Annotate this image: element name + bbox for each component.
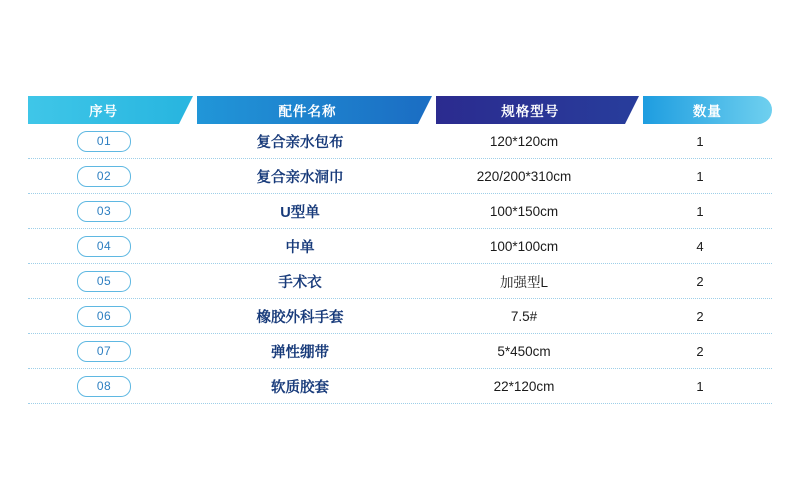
- cell-spec: 100*100cm: [489, 238, 559, 254]
- row-number-badge: 05: [77, 271, 131, 292]
- cell-name: 手术衣: [278, 274, 322, 291]
- cell-qty: 1: [696, 168, 704, 184]
- table-row: [28, 194, 772, 229]
- cell-qty: 2: [696, 273, 704, 289]
- cell-qty: 1: [696, 133, 704, 149]
- row-number-badge: 04: [77, 236, 131, 257]
- cell-no: [28, 376, 180, 397]
- table-row: [28, 229, 772, 264]
- cell-spec: 120*120cm: [489, 133, 559, 149]
- cell-spec: 220/200*310cm: [476, 168, 572, 184]
- cell-spec: 7.5#: [510, 308, 538, 324]
- cell-name: 复合亲水洞巾: [256, 169, 344, 186]
- cell-name: 中单: [285, 239, 315, 256]
- row-number-badge: 03: [77, 201, 131, 222]
- row-number-badge: 02: [77, 166, 131, 187]
- cell-spec: 100*150cm: [489, 203, 559, 219]
- cell-qty: 1: [696, 203, 704, 219]
- row-number-badge: 08: [77, 376, 131, 397]
- cell-name: U型单: [280, 204, 320, 221]
- cell-no: [28, 236, 180, 257]
- header-label-no: 序号: [89, 104, 119, 119]
- table-row: [28, 369, 772, 404]
- cell-spec: 加强型L: [499, 275, 548, 290]
- cell-qty: 1: [696, 378, 704, 394]
- cell-no: [28, 131, 180, 152]
- cell-qty: 2: [696, 308, 704, 324]
- table-header-row: [28, 96, 772, 124]
- cell-name: 软质胶套: [271, 379, 329, 396]
- cell-no: [28, 271, 180, 292]
- cell-name: 橡胶外科手套: [256, 309, 344, 326]
- table-row: [28, 159, 772, 194]
- header-cell-no: [28, 96, 179, 124]
- row-number-badge: 07: [77, 341, 131, 362]
- cell-name: 弹性绷带: [271, 344, 329, 361]
- header-cell-spec: [436, 96, 625, 124]
- cell-spec: 5*450cm: [497, 343, 551, 359]
- cell-no: [28, 201, 180, 222]
- cell-name: 复合亲水包布: [256, 134, 344, 151]
- table-row: [28, 334, 772, 369]
- header-cell-name: [197, 96, 418, 124]
- cell-qty: 4: [696, 238, 704, 254]
- header-label-spec: 规格型号: [501, 104, 560, 119]
- row-number-badge: 06: [77, 306, 131, 327]
- cell-no: [28, 166, 180, 187]
- header-label-qty: 数量: [692, 104, 722, 119]
- header-label-name: 配件名称: [278, 104, 337, 119]
- row-number-badge: 01: [77, 131, 131, 152]
- cell-spec: 22*120cm: [493, 378, 555, 394]
- table-row: [28, 124, 772, 159]
- parts-table: [28, 96, 772, 404]
- cell-no: [28, 341, 180, 362]
- table-row: [28, 299, 772, 334]
- table-row: [28, 264, 772, 299]
- cell-no: [28, 306, 180, 327]
- cell-qty: 2: [696, 343, 704, 359]
- header-cell-qty: [643, 96, 772, 124]
